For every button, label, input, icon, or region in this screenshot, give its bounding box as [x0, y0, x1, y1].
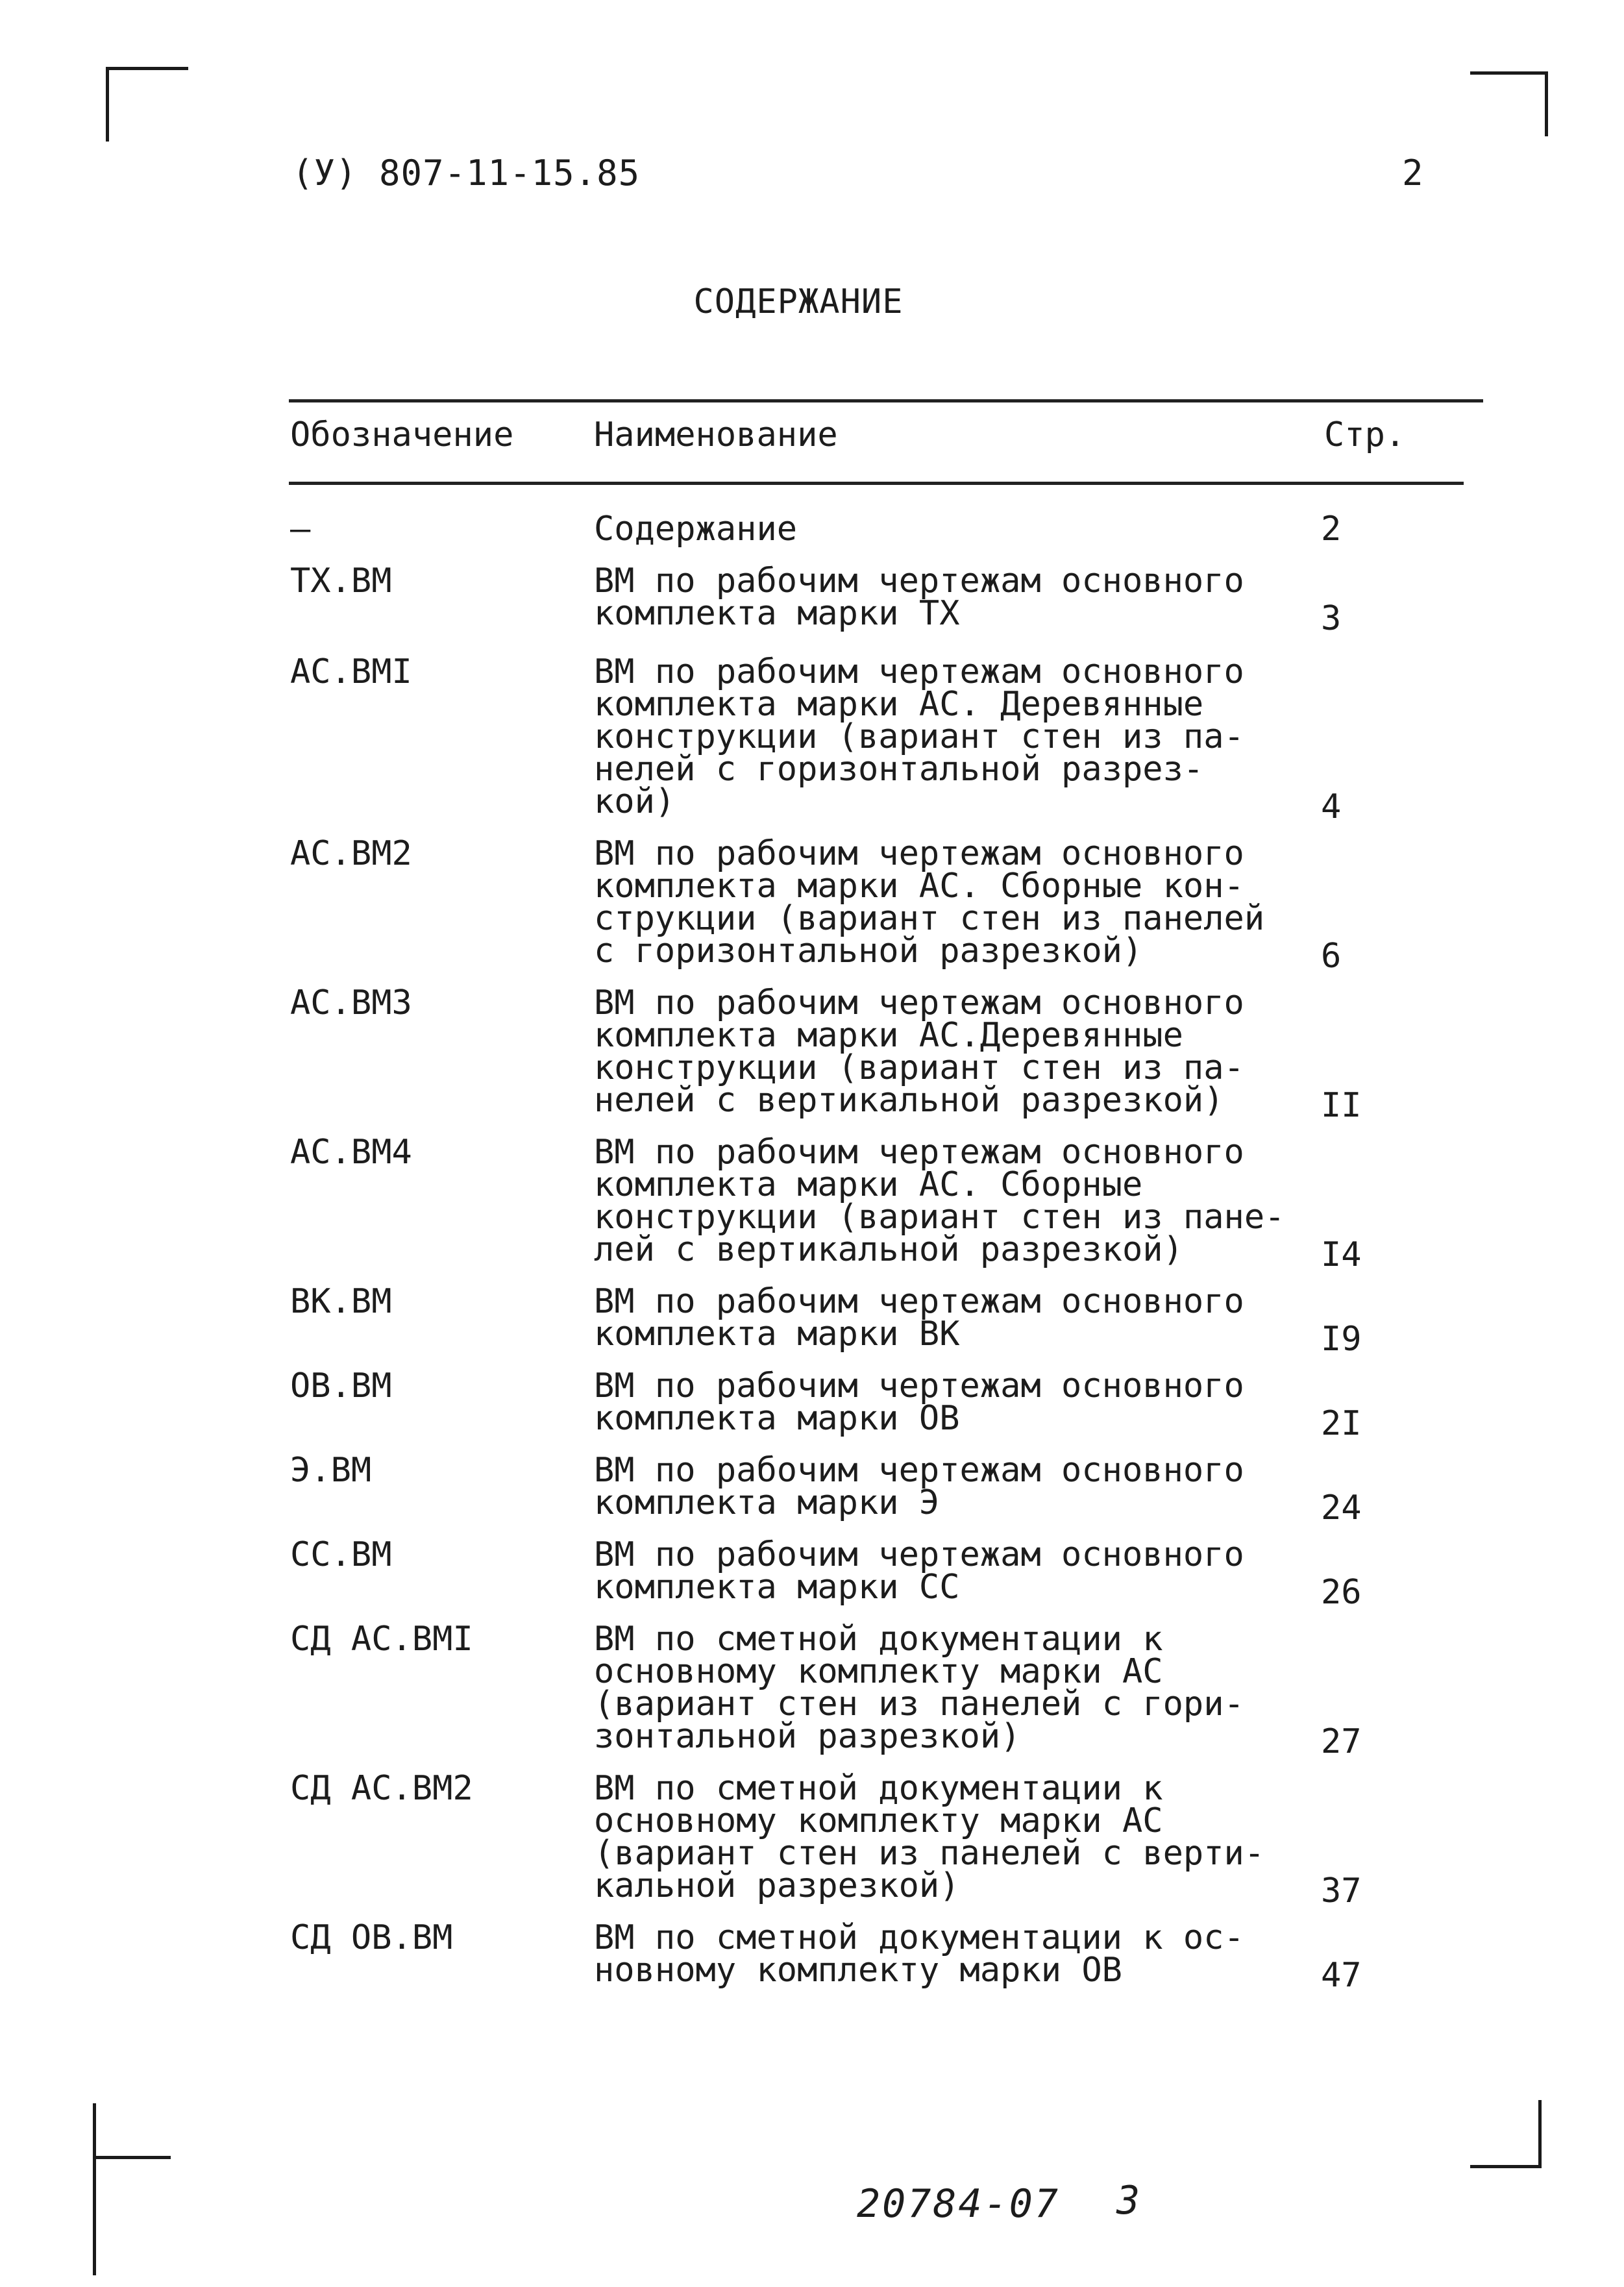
row-name-line: (вариант стен из панелей с верти- — [594, 1834, 1265, 1873]
row-code: – — [290, 510, 311, 549]
row-code: СС.ВМ — [290, 1535, 392, 1574]
row-name-line: ВМ по рабочим чертежам основного — [594, 1535, 1244, 1574]
row-code: ОВ.ВМ — [290, 1366, 392, 1405]
row-page: 4 — [1321, 787, 1342, 826]
row-name-line: комплекта марки ОВ — [594, 1399, 960, 1438]
row-name-line: комплекта марки СС — [594, 1568, 960, 1607]
document-code: (У) 807-11-15.85 — [292, 153, 641, 193]
row-name-line: ВМ по рабочим чертежам основного — [594, 652, 1244, 691]
column-header-page: Стр. — [1324, 415, 1406, 454]
row-code: АС.ВМ3 — [290, 983, 412, 1022]
page-number: 2 — [1402, 153, 1423, 193]
row-code: СД АС.ВМ2 — [290, 1769, 473, 1808]
column-header-name: Наименование — [594, 415, 838, 454]
row-name-line: ВМ по рабочим чертежам основного — [594, 1451, 1244, 1490]
row-page: 27 — [1321, 1722, 1362, 1761]
row-name-line: конструкции (вариант стен из пане- — [594, 1198, 1285, 1237]
row-name-line: ВМ по рабочим чертежам основного — [594, 983, 1244, 1022]
row-name-line: комплекта марки АС. Деревянные — [594, 685, 1204, 724]
row-code: СД АС.ВМI — [290, 1620, 473, 1659]
row-name-line: струкции (вариант стен из панелей — [594, 899, 1265, 938]
row-code: СД ОВ.ВМ — [290, 1918, 453, 1957]
row-page: 3 — [1321, 599, 1342, 638]
row-name-line: кой) — [594, 782, 676, 821]
page-title: СОДЕРЖАНИЕ — [693, 282, 904, 321]
row-code: ВК.ВМ — [290, 1282, 392, 1321]
row-name-line: ВМ по рабочим чертежам основного — [594, 834, 1244, 873]
row-name-line: кальной разрезкой) — [594, 1866, 960, 1905]
row-name-line: ВМ по рабочим чертежам основного — [594, 562, 1244, 600]
sheet-number: 3 — [1116, 2178, 1140, 2223]
row-page: 2 — [1321, 510, 1342, 549]
row-name-line: ВМ по рабочим чертежам основного — [594, 1366, 1244, 1405]
row-code: АС.ВМ2 — [290, 834, 412, 873]
row-name-line: основному комплекту марки АС — [594, 1652, 1163, 1691]
row-code: АС.ВМI — [290, 652, 412, 691]
row-name-line: конструкции (вариант стен из па- — [594, 1048, 1244, 1087]
row-code: ТХ.ВМ — [290, 562, 392, 600]
row-name-line: комплекта марки АС. Сборные кон- — [594, 867, 1244, 906]
row-name-line: ВМ по сметной документации к — [594, 1769, 1163, 1808]
row-page: 6 — [1321, 937, 1342, 976]
row-name-line: с горизонтальной разрезкой) — [594, 932, 1143, 970]
row-name-line: (вариант стен из панелей с гори- — [594, 1685, 1244, 1724]
row-page: II — [1321, 1086, 1362, 1125]
row-name-line: комплекта марки ТХ — [594, 594, 960, 633]
row-page: I4 — [1321, 1235, 1362, 1274]
row-name-line: комплекта марки Э — [594, 1483, 940, 1522]
row-name-line: нелей с горизонтальной разрез- — [594, 750, 1204, 789]
row-name-line: новному комплекту марки ОВ — [594, 1951, 1122, 1990]
row-name-line: ВМ по сметной документации к — [594, 1620, 1163, 1659]
row-page: I9 — [1321, 1320, 1362, 1359]
row-page: 37 — [1321, 1872, 1362, 1910]
row-name-line: ВМ по сметной документации к ос- — [594, 1918, 1244, 1957]
row-page: 2I — [1321, 1404, 1362, 1443]
archive-number: 20784-07 — [857, 2181, 1060, 2227]
row-name-line: основному комплекту марки АС — [594, 1801, 1163, 1840]
row-name-line: комплекта марки ВК — [594, 1315, 960, 1354]
row-name-line: ВМ по рабочим чертежам основного — [594, 1282, 1244, 1321]
row-page: 24 — [1321, 1489, 1362, 1527]
row-name-line: конструкции (вариант стен из па- — [594, 717, 1244, 756]
row-name-line: зонтальной разрезкой) — [594, 1717, 1021, 1756]
row-name-line: лей с вертикальной разрезкой) — [594, 1230, 1183, 1269]
row-name-line: Содержание — [594, 510, 798, 549]
row-name-line: комплекта марки АС. Сборные — [594, 1165, 1143, 1204]
row-code: АС.ВМ4 — [290, 1133, 412, 1172]
column-header-code: Обозначение — [290, 415, 514, 454]
row-name-line: ВМ по рабочим чертежам основного — [594, 1133, 1244, 1172]
row-name-line: нелей с вертикальной разрезкой) — [594, 1081, 1224, 1120]
row-code: Э.ВМ — [290, 1451, 372, 1490]
row-page: 26 — [1321, 1573, 1362, 1612]
row-page: 47 — [1321, 1956, 1362, 1995]
row-name-line: комплекта марки АС.Деревянные — [594, 1016, 1183, 1055]
